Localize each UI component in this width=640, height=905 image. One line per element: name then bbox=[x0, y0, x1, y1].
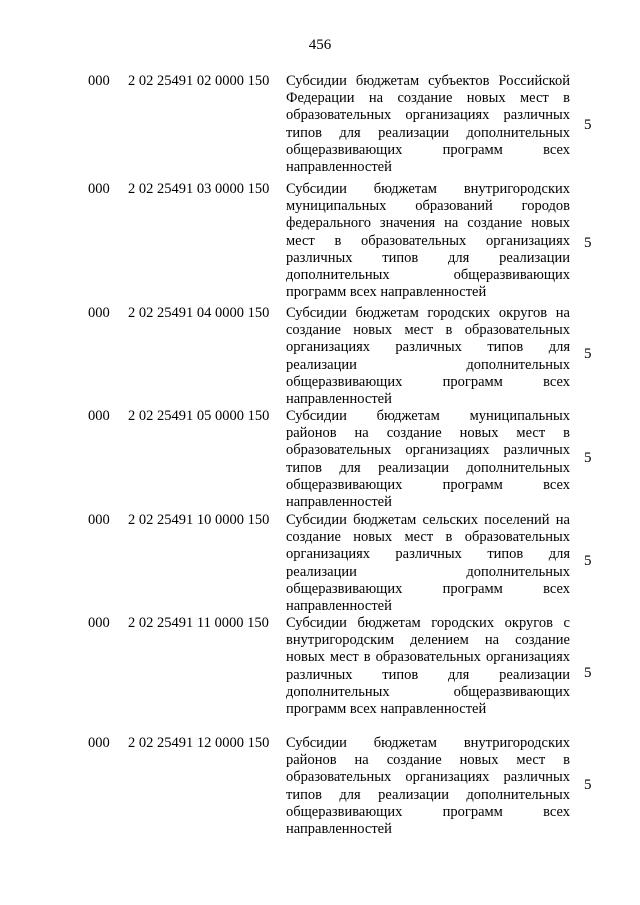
budget-classification-code: 2 02 25491 05 0000 150 bbox=[128, 408, 270, 424]
row-description: Субсидии бюджетам внутригородских муниципальных образований городов федерального значения на создание новых мест в образовательных организациях различных типов для реализации дополнительных общеразвивающих программ всех направленностей bbox=[286, 181, 570, 301]
row-value: 5 bbox=[584, 450, 592, 466]
budget-classification-code: 2 02 25491 03 0000 150 bbox=[128, 181, 270, 197]
row-value: 5 bbox=[584, 346, 592, 362]
table-row bbox=[0, 73, 640, 181]
table-row bbox=[0, 181, 640, 305]
table-row bbox=[0, 305, 640, 408]
budget-classification-code: 2 02 25491 12 0000 150 bbox=[128, 735, 270, 751]
row-description: Субсидии бюджетам городских округов с внутригородским делением на создание новых мест в образовательных организациях различных типов для реализации дополнительных общеразвивающих программ всех направленностей bbox=[286, 615, 570, 718]
table-row bbox=[0, 615, 640, 735]
page-number: 456 bbox=[308, 37, 332, 53]
admin-code: 000 bbox=[88, 735, 110, 751]
row-value: 5 bbox=[584, 117, 592, 133]
row-value: 5 bbox=[584, 235, 592, 251]
budget-code-table bbox=[0, 73, 640, 839]
budget-classification-code: 2 02 25491 02 0000 150 bbox=[128, 73, 270, 89]
admin-code: 000 bbox=[88, 615, 110, 631]
row-description: Субсидии бюджетам внутригородских районов на создание новых мест в образовательных организациях различных типов для реализации дополнительных общеразвивающих программ всех направленностей bbox=[286, 735, 570, 838]
budget-classification-code: 2 02 25491 10 0000 150 bbox=[128, 512, 270, 528]
admin-code: 000 bbox=[88, 73, 110, 89]
row-description: Субсидии бюджетам субъектов Российской Федерации на создание новых мест в образовательных организациях различных типов для реализации дополнительных общеразвивающих программ всех направленностей bbox=[286, 73, 570, 176]
table-row bbox=[0, 735, 640, 839]
budget-classification-code: 2 02 25491 11 0000 150 bbox=[128, 615, 269, 631]
admin-code: 000 bbox=[88, 305, 110, 321]
row-description: Субсидии бюджетам городских округов на создание новых мест в образовательных организациях различных типов для реализации дополнительных общеразвивающих программ всех направленностей bbox=[286, 305, 570, 408]
admin-code: 000 bbox=[88, 512, 110, 528]
row-description: Субсидии бюджетам сельских поселений на создание новых мест в образовательных организациях различных типов для реализации дополнительных общеразвивающих программ всех направленностей bbox=[286, 512, 570, 615]
budget-classification-code: 2 02 25491 04 0000 150 bbox=[128, 305, 270, 321]
row-value: 5 bbox=[584, 777, 592, 793]
admin-code: 000 bbox=[88, 181, 110, 197]
admin-code: 000 bbox=[88, 408, 110, 424]
table-row bbox=[0, 408, 640, 512]
row-value: 5 bbox=[584, 553, 592, 569]
row-value: 5 bbox=[584, 665, 592, 681]
table-row bbox=[0, 512, 640, 615]
row-description: Субсидии бюджетам муниципальных районов на создание новых мест в образовательных организациях различных типов для реализации дополнительных общеразвивающих программ всех направленностей bbox=[286, 408, 570, 511]
